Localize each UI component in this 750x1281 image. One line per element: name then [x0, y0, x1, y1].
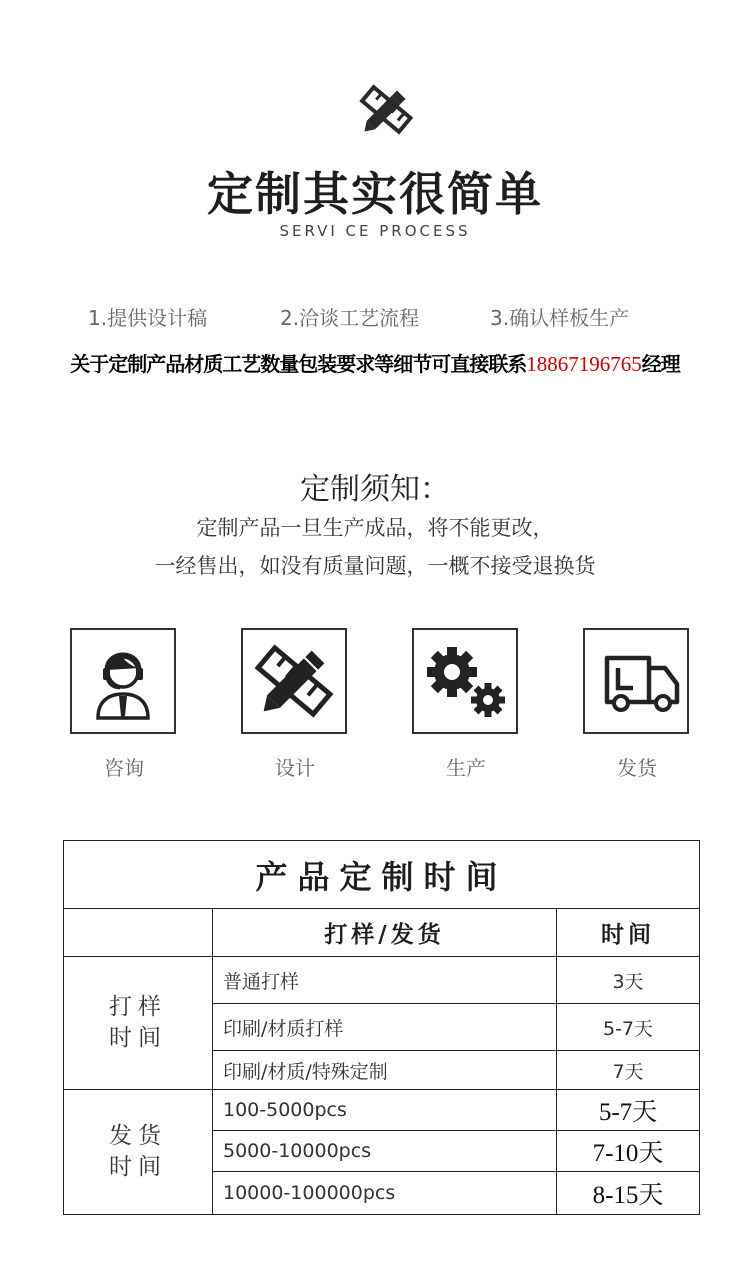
- delivery-truck-icon: [585, 630, 687, 732]
- row-item: 100-5000pcs: [213, 1090, 557, 1131]
- process-production-box: [412, 628, 518, 734]
- notice-line-1: 定制产品一旦生产成品，将不能更改，: [196, 516, 554, 540]
- process-label-delivery: 发货: [617, 756, 657, 780]
- process-label-design: 设计: [275, 756, 315, 780]
- process-consult-box: [70, 628, 176, 734]
- row-time: 8-15天: [557, 1172, 700, 1215]
- ruler-pencil-icon: [355, 82, 415, 140]
- table-row: [64, 957, 700, 1004]
- row-time: 3天: [557, 957, 700, 1004]
- page-subtitle: SERVI CE PROCESS: [279, 222, 471, 240]
- table-head-time: 时间: [557, 909, 700, 957]
- group-label-line: 发货: [109, 1123, 167, 1149]
- page-title: 定制其实很简单: [207, 167, 543, 221]
- contact-line: [0, 348, 750, 377]
- notice-title: 定制须知：: [300, 472, 450, 507]
- row-item: 普通打样: [213, 957, 557, 1004]
- group-label-line: 时间: [109, 1025, 167, 1051]
- row-item: 5000-10000pcs: [213, 1131, 557, 1172]
- contact-phone: 18867196765: [526, 352, 642, 376]
- process-delivery-box: [583, 628, 689, 734]
- ruler-pencil-icon: [243, 630, 345, 732]
- step-3-label: 3.确认样板生产: [490, 306, 630, 330]
- row-time: 5-7天: [557, 1004, 700, 1051]
- step-1-label: 1.提供设计稿: [88, 306, 208, 330]
- customer-service-icon: [72, 630, 174, 732]
- row-time: 7天: [557, 1051, 700, 1090]
- gears-icon: [414, 630, 516, 732]
- table-title: 产品定制时间: [64, 841, 700, 909]
- process-label-consult: 咨询: [104, 756, 144, 780]
- group-label-line: 打样: [109, 994, 167, 1020]
- notice-line-2: 一经售出，如没有质量问题，一概不接受退换货: [154, 554, 596, 578]
- row-item: 印刷/材质/特殊定制: [213, 1051, 557, 1090]
- group-label-shipping: [64, 1090, 213, 1215]
- process-label-production: 生产: [446, 756, 486, 780]
- group-label-line: 时间: [109, 1154, 167, 1180]
- table-row: [64, 1090, 700, 1131]
- contact-suffix: 经理: [641, 352, 680, 376]
- row-time: 5-7天: [557, 1090, 700, 1131]
- contact-prefix: 关于定制产品材质工艺数量包装要求等细节可直接联系: [70, 352, 527, 376]
- row-item: 10000-100000pcs: [213, 1172, 557, 1215]
- process-design-box: [241, 628, 347, 734]
- step-2-label: 2.洽谈工艺流程: [280, 306, 420, 330]
- group-label-sample: [64, 957, 213, 1090]
- table-head-empty: [64, 909, 213, 957]
- row-item: 印刷/材质打样: [213, 1004, 557, 1051]
- row-time: 7-10天: [557, 1131, 700, 1172]
- table-head-item: 打样/发货: [213, 909, 557, 957]
- production-time-table: [63, 840, 700, 1215]
